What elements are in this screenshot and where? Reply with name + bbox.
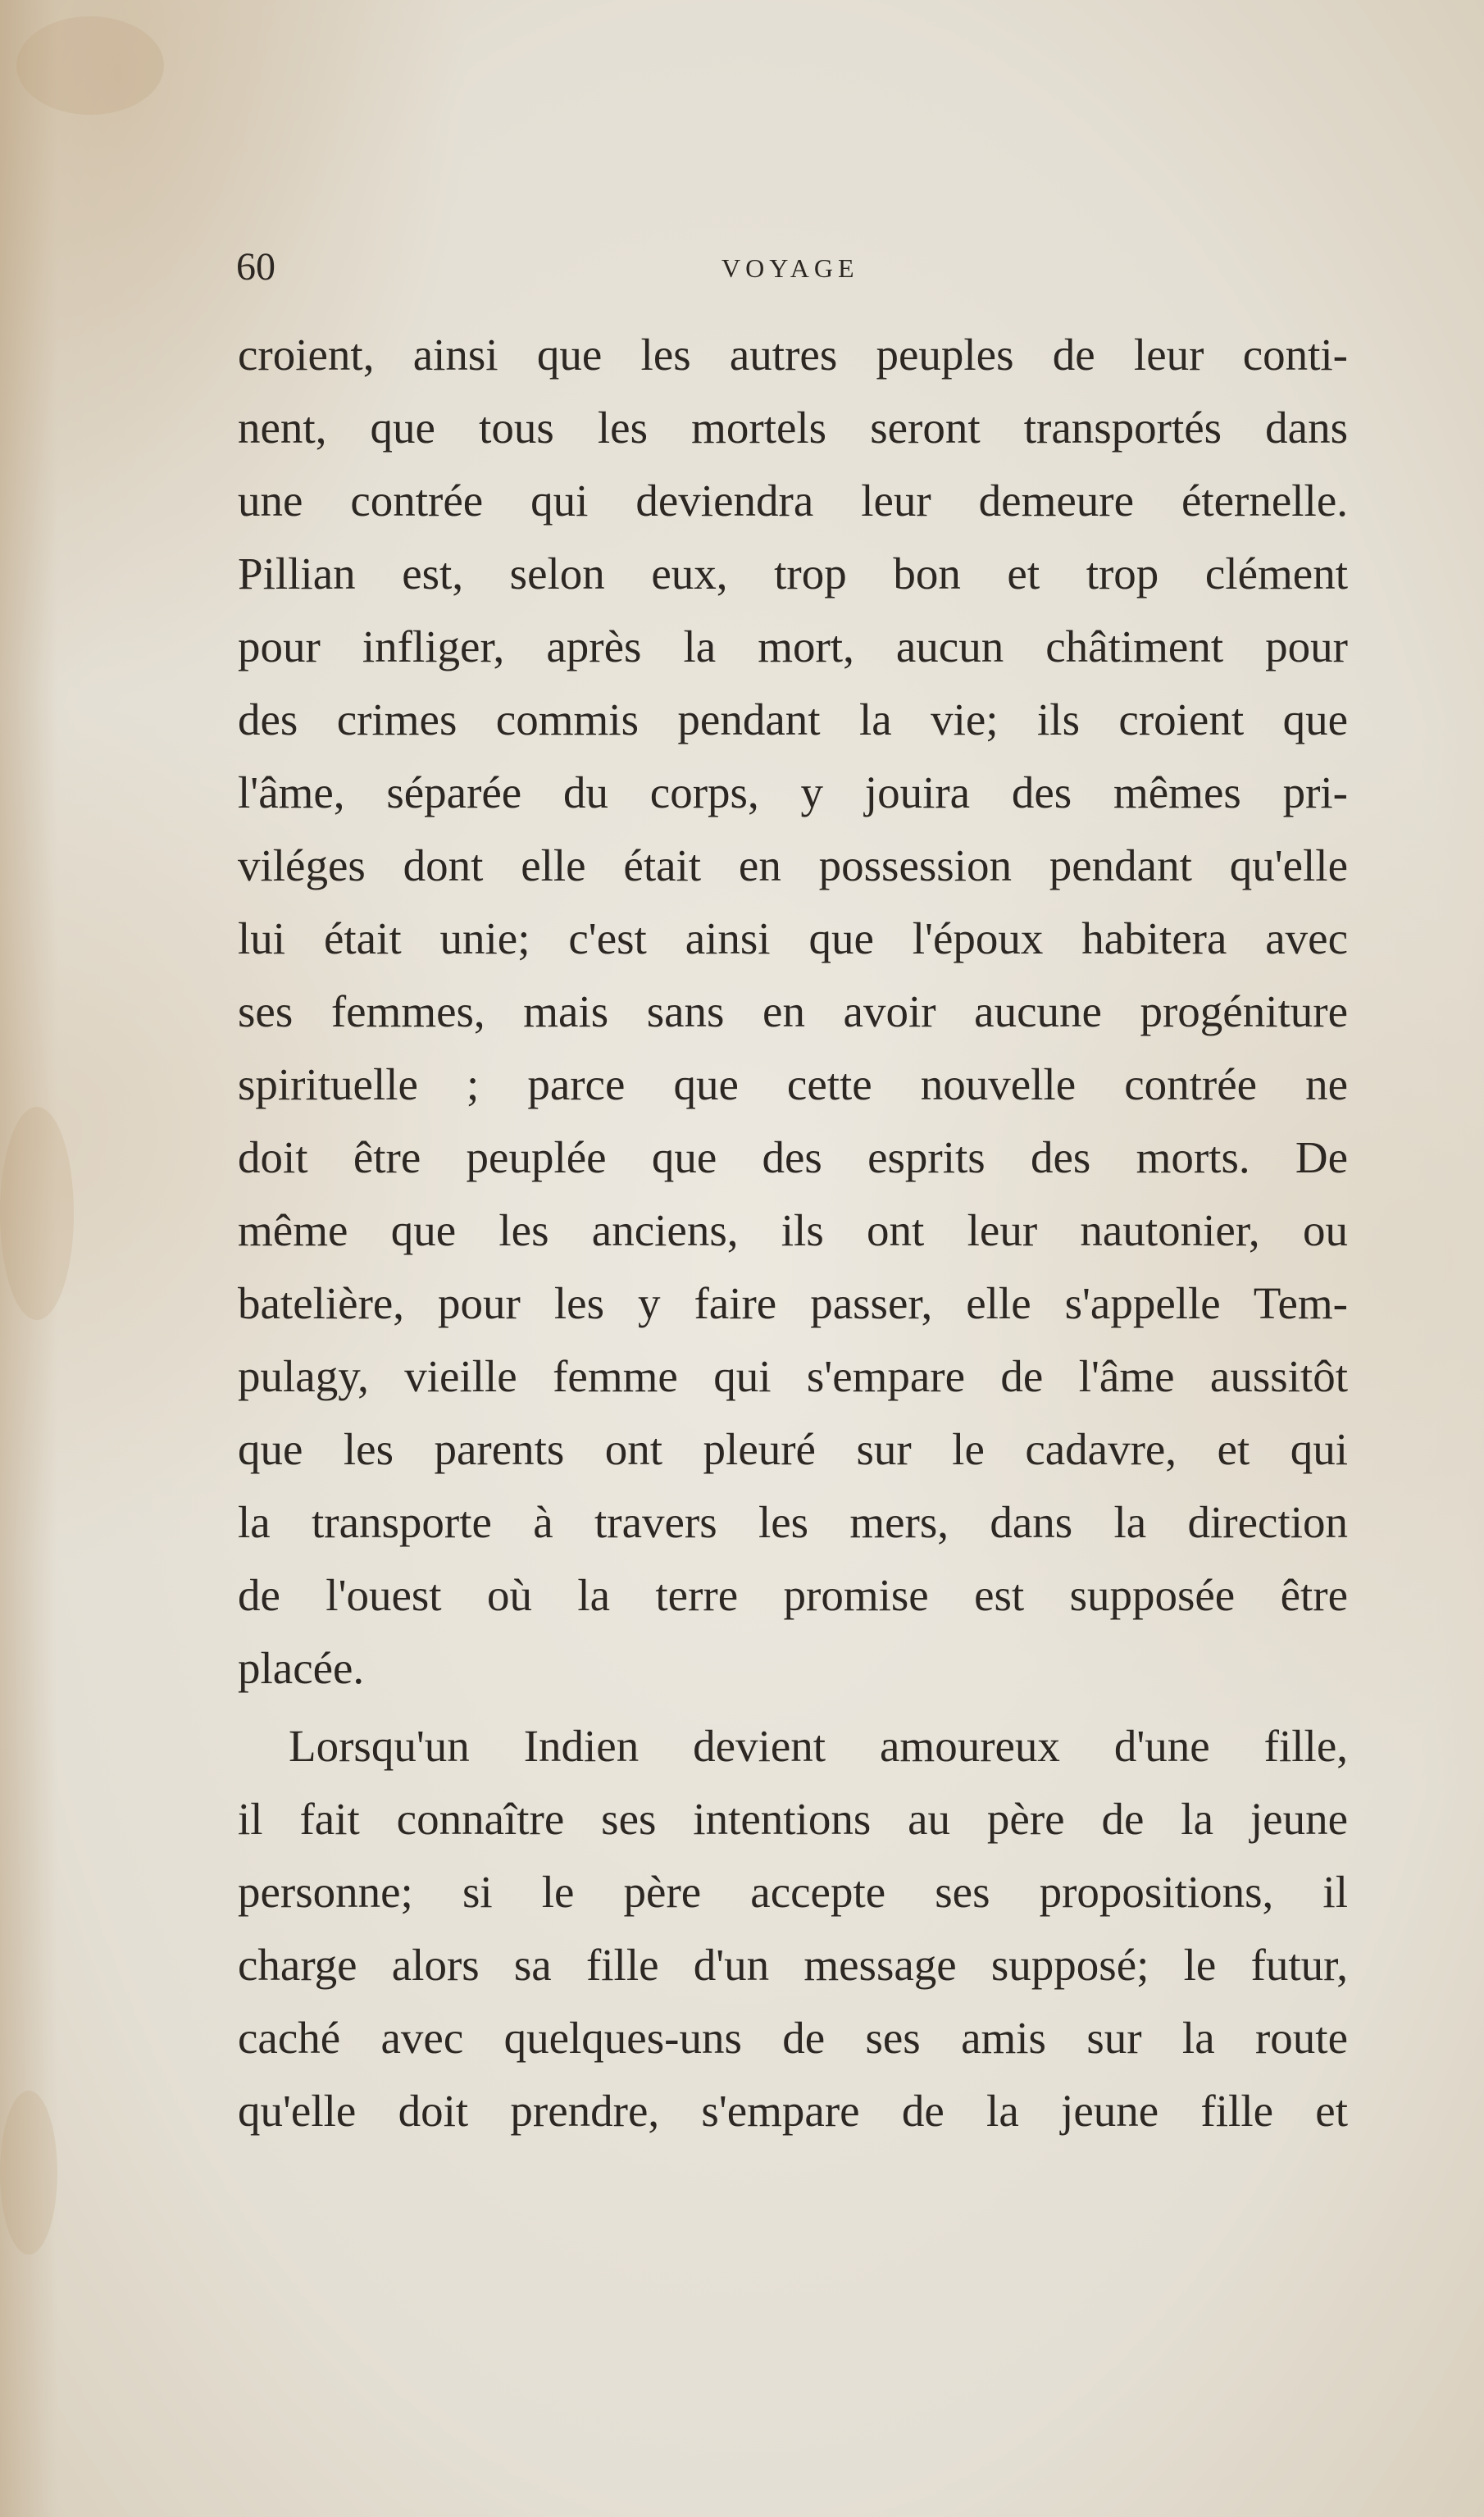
text-line: ses femmes, mais sans en avoir aucune progéniture — [238, 986, 1348, 1036]
text-line: charge alors sa fille d'un message supposé; le futur, — [238, 1940, 1348, 1990]
page-header — [236, 243, 1351, 292]
paper-stain — [16, 16, 164, 115]
text-line: croient, ainsi que les autres peuples de leur conti- — [238, 330, 1348, 380]
text-line: nent, que tous les mortels seront transportés dans — [238, 403, 1348, 453]
text-line: même que les anciens, ils ont leur nautonier, ou — [238, 1205, 1348, 1255]
text-line: de l'ouest où la terre promise est supposée être — [238, 1570, 1348, 1620]
text-line: l'âme, séparée du corps, y jouira des mêmes pri- — [238, 767, 1348, 817]
running-head: VOYAGE — [722, 253, 859, 283]
text-line: pulagy, vieille femme qui s'empare de l'âme aussitôt — [238, 1351, 1348, 1401]
text-line: lui était unie; c'est ainsi que l'époux habitera avec — [238, 913, 1348, 963]
paper-stain — [0, 2091, 57, 2255]
text-line: des crimes commis pendant la vie; ils croient que — [238, 694, 1348, 744]
text-line: spirituelle ; parce que cette nouvelle contrée ne — [238, 1059, 1348, 1109]
paragraph-1 — [238, 318, 1348, 1705]
text-line: viléges dont elle était en possession pendant qu'elle — [238, 840, 1348, 890]
text-line: doit être peuplée que des esprits des morts. De — [238, 1132, 1348, 1182]
paper-stain — [0, 1107, 74, 1320]
text-line: qu'elle doit prendre, s'empare de la jeune fille et — [238, 2086, 1348, 2136]
text-line: caché avec quelques-uns de ses amis sur la route — [238, 2013, 1348, 2063]
text-line: la transporte à travers les mers, dans la direction — [238, 1497, 1348, 1547]
body-text — [238, 318, 1348, 2147]
text-line: placée. — [238, 1643, 365, 1693]
text-line: Lorsqu'un Indien devient amoureux d'une fille, — [289, 1721, 1348, 1771]
text-line: Pillian est, selon eux, trop bon et trop clément — [238, 548, 1348, 599]
text-line: batelière, pour les y faire passer, elle s'appelle Tem- — [238, 1278, 1348, 1328]
text-line: une contrée qui deviendra leur demeure éternelle. — [238, 476, 1348, 526]
text-line: que les parents ont pleuré sur le cadavre, et qui — [238, 1424, 1348, 1474]
text-line: pour infliger, après la mort, aucun châtiment pour — [238, 621, 1348, 671]
paragraph-2 — [238, 1709, 1348, 2147]
text-line: il fait connaître ses intentions au père de la jeune — [238, 1794, 1348, 1844]
text-line: personne; si le père accepte ses propositions, il — [238, 1867, 1348, 1917]
page-number: 60 — [236, 245, 275, 289]
